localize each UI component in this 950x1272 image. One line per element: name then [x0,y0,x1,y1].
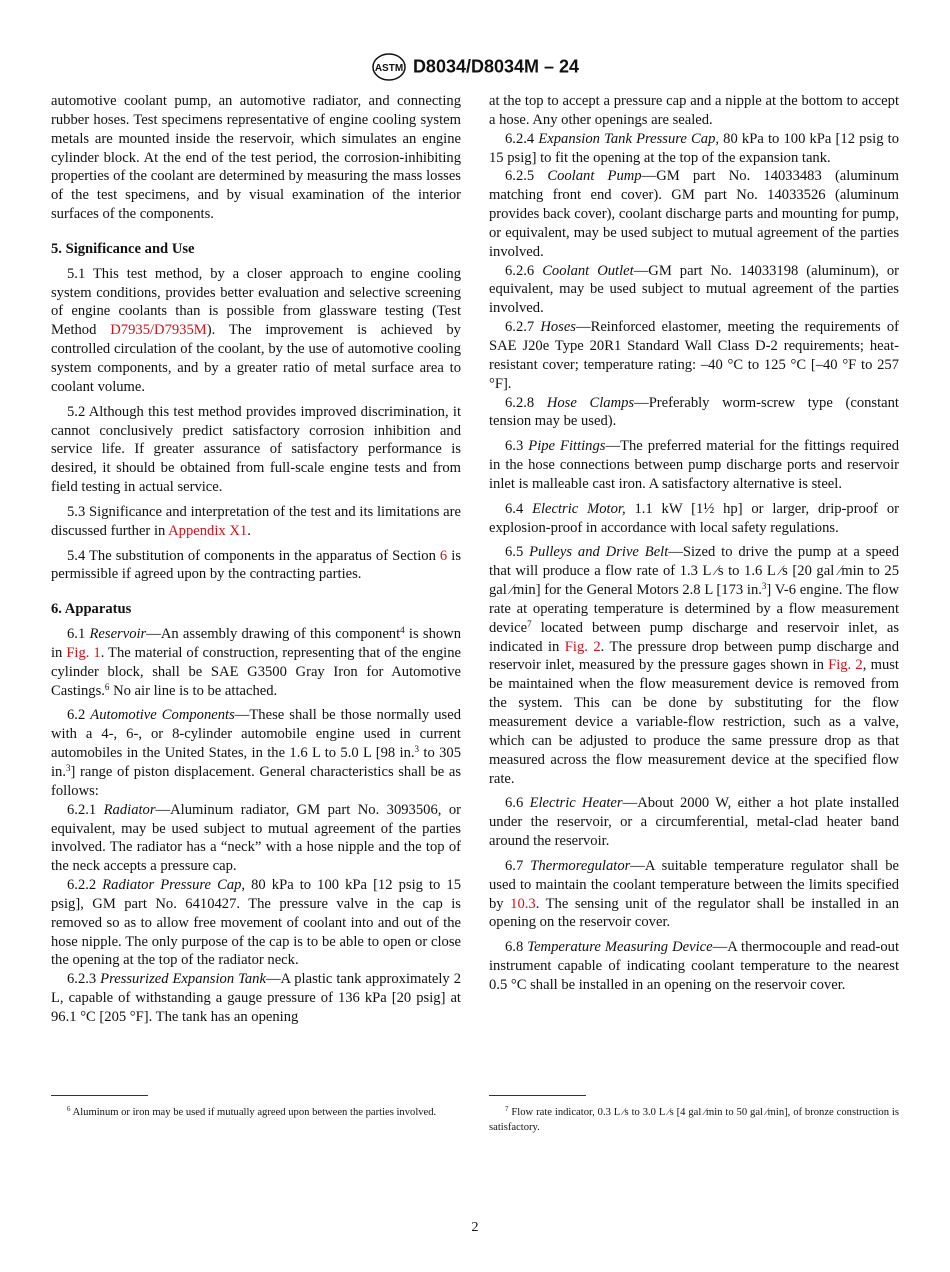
text-run: 6.5 [505,544,530,561]
text-run: 6.4 [505,500,533,517]
document-designation: D8034/D8034M – 24 [412,56,580,77]
text-run: 6.2.2 [67,877,103,894]
text-run: , must be maintained when the flow measurement device is removed from the system. This can be done by substituting for the flow measurement device a variable-flow restriction, such as a valve, which can be adjusted to produce the same pressure drop as that measured across the flow measurement device at the specified flow rate. [489,657,899,787]
text-run: . The material of construction, representing that of the engine cylinder block, shall be SAE G3500 Gray Iron for Automotive Castings. [51,644,462,699]
astm-logo-icon [371,52,407,82]
italic-term: Radiator Pressure Cap, [102,877,246,894]
text-run: —Reinforced elastomer, meeting the requirements of SAE J20e Type 20R1 Standard Wall Class D-2 requirements; heat-resistant cover; temperature rating: –40 °C to 125 °C [–40 °F to 257 °F]. [489,319,899,392]
text-run: 80 kPa to 100 kPa [12 psig to 15 psig] to fit the opening at the top of the expansion tank. [489,130,899,166]
paragraph [489,938,899,995]
paragraph [489,167,899,261]
page-number: 2 [471,1220,479,1235]
italic-term: Electric Motor, [532,500,626,517]
paragraph [489,543,899,788]
text-run: located between pump discharge and reservoir inlet, as indicated in [489,619,899,655]
cross-reference-link[interactable]: Fig. 2 [564,638,601,655]
text-run: —Aluminum radiator, GM part No. 3093506, or equivalent, may be used subject to mutual agreement of the parties involved. The radiator has a “neck” with a hose nipple and the top of the neck accepts a pressure cap. [51,801,461,875]
footnote-7 [489,1106,899,1135]
paragraph [51,265,461,397]
footnote-reference: 7 [527,618,532,629]
italic-term: Expansion Tank Pressure Cap, [538,130,720,147]
paragraph [489,857,899,932]
paragraph [51,801,461,876]
text-run: . [247,522,251,539]
paragraph [489,500,899,538]
cross-reference-link[interactable]: Fig. 2 [828,657,863,674]
footnote-reference: 3 [761,581,767,592]
left-column [51,92,461,1027]
italic-term: Pulleys and Drive Belt [529,544,669,561]
text-run: at the top to accept a pressure cap and a nipple at the bottom to accept a hose. Any other openings are sealed. [489,93,899,128]
paragraph [51,876,461,970]
paragraph [51,970,461,1027]
paragraph [51,403,461,497]
footnote-reference: 3 [414,744,420,755]
text-run: 6.2.5 [505,168,548,185]
footnote-divider [489,1095,586,1096]
footnote-reference: 3 [66,763,71,773]
section-heading: 5. Significance and Use [51,240,195,257]
document-header [0,52,950,82]
footnote-reference: 4 [400,625,405,636]
paragraph [51,547,461,585]
text-run: 5.3 Significance and interpretation of the test and its limitations are discussed further in [51,503,461,539]
text-run: . The sensing unit of the regulator shall be installed in an opening on the reservoir cover. [489,895,899,931]
text-run: 5.2 Although this test method provides improved discrimination, it cannot conclusively predict satisfactory corrosion inhibition and service life. If greater assurance of satisfactory performance is desired, it should be obtained from full-scale engine tests and from field testing in actual service. [51,403,461,496]
text-run: —A suitable temperature regulator shall be used to maintain the coolant temperature between the limits specified by [489,857,899,912]
text-run: 6.6 [505,795,530,812]
text-run: —An assembly drawing of this component [146,626,401,643]
text-run: 6.2.7 [505,319,541,336]
cross-reference-link[interactable]: D7935/D7935M [110,322,207,339]
text-run: —GM part No. 14033483 (aluminum matching front end cover). GM part No. 14033526 (aluminum provides back cover), coolant discharge parts and mounting for pump, or equivalent, may be used subject to mutual agreement of the parties involved. [489,168,899,260]
footnote-text: Aluminum or iron may be used if mutually agreed upon between the parties involved. [72,1107,437,1118]
text-run: 6.3 [505,438,529,455]
italic-term: Radiator [103,801,156,818]
cross-reference-link[interactable]: Fig. 1 [66,644,101,661]
footnote-number: 6 [67,1105,71,1113]
paragraph [489,394,899,432]
footnote-divider [51,1095,148,1096]
section-heading: 6. Apparatus [51,601,132,618]
text-run: No air line is to be attached. [109,682,278,699]
cross-reference-link[interactable]: 6 [439,547,448,564]
right-column [489,92,899,995]
text-run: . The pressure drop between pump discharge and reservoir inlet, measured by the pressure gages shown in [489,638,900,674]
text-run: 6.1 [67,626,90,643]
text-run: ). The improvement is achieved by controlled circulation of the coolant, by the use of automotive cooling system components, and by a greater ratio of metal surface area to coolant volume. [51,322,461,395]
text-run: to 305 in. [51,745,461,780]
paragraph [489,262,899,319]
paragraph [489,92,899,130]
cross-reference-link[interactable]: 10.3 [510,895,536,912]
text-run: 6.2.1 [67,801,104,818]
text-run: ] range of piston displacement. General characteristics shall be as follows: [51,764,461,799]
paragraph [489,794,899,851]
paragraph [51,706,461,800]
text-run: 1.1 kW [1½ hp] or larger, drip-proof or explosion-proof in accordance with local safety regulations. [489,500,899,536]
paragraph [51,625,461,700]
italic-term: Hose Clamps [546,394,635,411]
italic-term: Hoses [540,319,576,336]
footnote-text: Flow rate indicator, 0.3 L ⁄s to 3.0 L ⁄s [4 gal ⁄min to 50 gal ⁄min], of bronze construction is satisfactory. [489,1107,899,1133]
svg-text:ASTM: ASTM [374,63,404,74]
text-run: —These shall be those normally used with a 4-, 6-, or 8-cylinder automobile engine used in current automobiles in the United States, in the 1.6 L to 5.0 L [98 in. [51,707,462,762]
text-run: 6.2.6 [505,262,543,279]
cross-reference-link[interactable]: Appendix X1 [168,522,248,539]
italic-term: Automotive Components [90,707,235,724]
text-run: 6.2 [67,707,91,724]
text-run: —Preferably worm-screw type (constant tension may be used). [489,394,899,430]
text-run: —A thermocouple and read-out instrument capable of indicating coolant temperature to the nearest 0.5 °C shall be installed in an opening on the reservoir cover. [489,939,900,993]
italic-term: Coolant Outlet [542,262,634,279]
italic-term: Reservoir [89,626,147,643]
italic-term: Pipe Fittings [528,438,606,455]
paragraph [489,130,899,168]
paragraph [51,92,461,224]
italic-term: Temperature Measuring Device [527,939,713,956]
footnote-number: 7 [505,1105,509,1113]
text-run: —A plastic tank approximately 2 L, capable of withstanding a gauge pressure of 136 kPa [20 psig] at 96.1 °C [205 °F]. The tank has an opening [51,971,461,1025]
text-run: —The preferred material for the fittings required in the hose connections between pump discharge ports and reservoir inlet is malleable cast iron. A satisfactory alternative is steel. [489,438,900,492]
text-run: ] V-6 engine. The flow rate at operating temperature is determined by a flow measurement device [489,582,899,636]
text-run: is shown in [51,626,461,661]
text-run: 6.2.4 [505,130,539,147]
text-run: 5.4 The substitution of components in the apparatus of Section [67,547,440,564]
italic-term: Coolant Pump [547,168,642,185]
text-run: 6.7 [505,857,531,874]
paragraph [489,437,899,494]
text-run: —GM part No. 14033198 (aluminum), or equivalent, may be used subject to mutual agreement of the parties involved. [489,262,899,317]
text-run: 5.1 This test method, by a closer approach to engine cooling system conditions, provides better evaluation and selective screening of engine coolants than is possible from glassware testing (Test Method [51,265,461,339]
text-run: —About 2000 W, either a hot plate installed under the reservoir, or a circumferential, metal-clad heater band around the reservoir. [489,795,900,850]
italic-term: Pressurized Expansion Tank [100,971,266,988]
paragraph [489,318,899,393]
text-run: 6.2.3 [67,971,101,988]
text-run: 80 kPa to 100 kPa [12 psig to 15 psig], GM part No. 6410427. The pressure valve in the cap is removed so as to allow free movement of coolant into and out of the hose nipple. The only purpose of the cap is to be able to open or close the opening at the top of the radiator neck. [51,877,461,969]
text-run: automotive coolant pump, an automotive radiator, and connecting rubber hoses. Test specimens representative of engine cooling system metals are mounted inside the reservoir, which simulates an engine cylinder block. At the end of the test period, the corrosion-inhibiting properties of the coolant are determined by measuring the mass losses of the test specimens, and by visual examination of the interior surfaces of the components. [51,93,461,223]
footnote-6 [51,1106,461,1121]
text-run: —Sized to drive the pump at a speed that will produce a flow rate of 1.3 L ⁄s to 1.6 L ⁄s [20 gal ⁄min to 25 gal ⁄min] for the General Motors 2.8 L [173 in. [489,544,899,599]
text-run: 6.8 [505,939,528,956]
footnote-reference: 6 [104,681,110,692]
text-run: is permissible if agreed upon by the contracting parties. [51,547,461,583]
text-run: 6.2.8 [505,394,547,411]
italic-term: Thermoregulator [530,857,631,874]
paragraph [51,503,461,541]
italic-term: Electric Heater [529,795,623,812]
